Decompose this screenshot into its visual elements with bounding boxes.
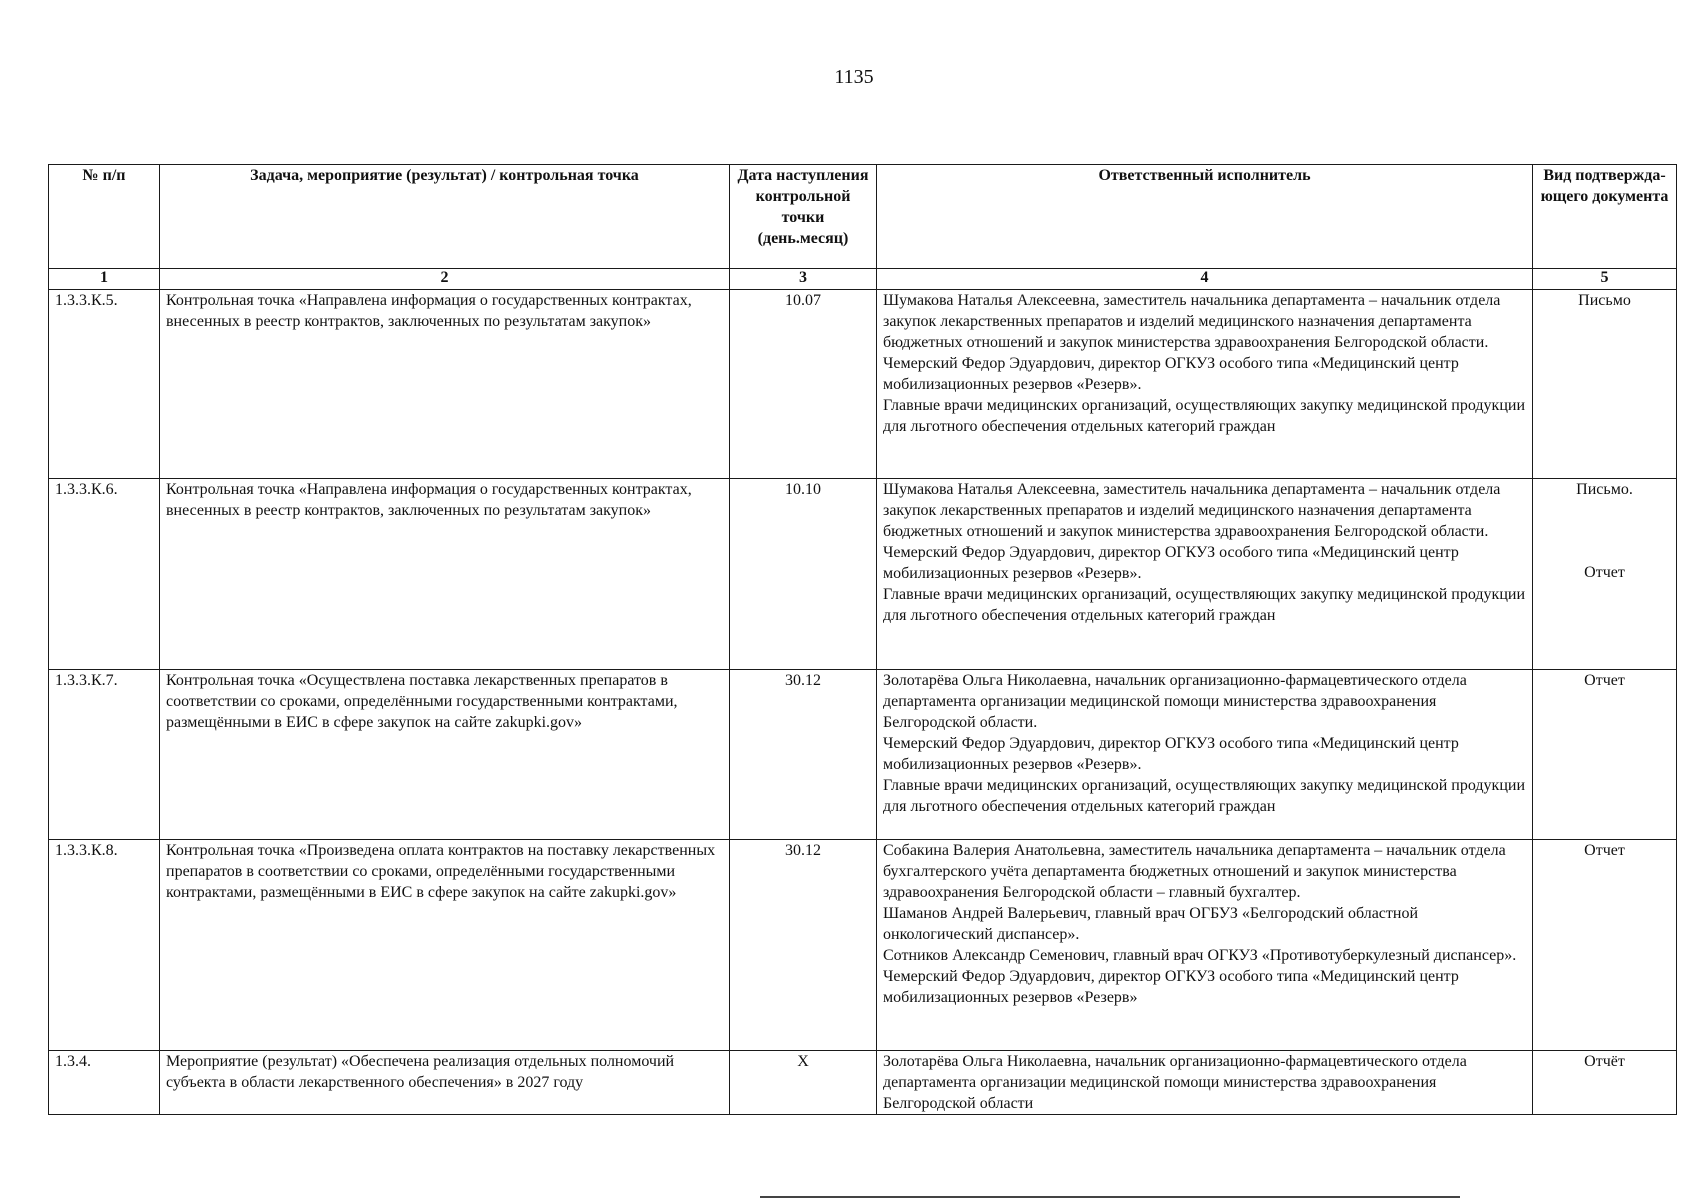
document-type: Отчет xyxy=(1584,672,1625,689)
page-number: 1135 xyxy=(834,66,874,88)
document-type: Отчёт xyxy=(1584,1053,1625,1070)
table-row xyxy=(49,670,1677,840)
row-task: Мероприятие (результат) «Обеспечена реализация отдельных полномочий субъекта в области лекарственного обеспечения» в 2027 году xyxy=(160,1051,730,1115)
table-header-row xyxy=(49,165,1677,269)
row-task: Контрольная точка «Осуществлена поставка лекарственных препаратов в соответствии со сроками, определёнными государственными контрактами, размещёнными в ЕИС в сфере закупок на сайте zakupki.gov» xyxy=(160,670,730,840)
responsible-entry: Шумакова Наталья Алексеевна, заместитель начальника департамента – начальник отдела закупок лекарственных препаратов и изделий медицинского назначения департамента бюджетных отношений и закупок министерства здравоохранения Белгородской области. xyxy=(883,292,1501,351)
header-date: Дата наступления контрольной точки (день.месяц) xyxy=(730,165,877,269)
row-document xyxy=(1533,479,1677,670)
row-task: Контрольная точка «Направлена информация о государственных контрактах, внесенных в реестр контрактов, заключенных по результатам закупок» xyxy=(160,479,730,670)
responsible-entry: Главные врачи медицинских организаций, осуществляющих закупку медицинской продукции для льготного обеспечения отдельных категорий граждан xyxy=(883,397,1526,435)
row-document xyxy=(1533,670,1677,840)
responsible-entry: Сотников Александр Семенович, главный врач ОГКУЗ «Противотуберкулезный диспансер». xyxy=(883,947,1517,964)
header-task: Задача, мероприятие (результат) / контрольная точка xyxy=(160,165,730,269)
responsible-entry: Шумакова Наталья Алексеевна, заместитель начальника департамента – начальник отдела закупок лекарственных препаратов и изделий медицинского назначения департамента бюджетных отношений и закупок министерства здравоохранения Белгородской области. xyxy=(883,481,1501,540)
row-date: 30.12 xyxy=(730,670,877,840)
row-document xyxy=(1533,1051,1677,1115)
column-number: 4 xyxy=(877,269,1533,290)
responsible-entry: Собакина Валерия Анатольевна, заместитель начальника департамента – начальник отдела бухгалтерского учёта департамента бюджетных отношений и закупок министерства здравоохранения Белгородской области – главный бухгалтер. xyxy=(883,842,1506,901)
document-type: Отчет xyxy=(1584,564,1625,581)
column-number: 1 xyxy=(49,269,160,290)
document-type: Письмо xyxy=(1578,292,1631,309)
column-number: 3 xyxy=(730,269,877,290)
header-responsible: Ответственный исполнитель xyxy=(877,165,1533,269)
row-responsible xyxy=(877,670,1533,840)
table-row xyxy=(49,840,1677,1051)
row-document xyxy=(1533,290,1677,479)
control-points-table xyxy=(48,164,1677,1115)
responsible-entry: Чемерский Федор Эдуардович, директор ОГКУЗ особого типа «Медицинский центр мобилизационных резервов «Резерв». xyxy=(883,735,1459,773)
row-responsible xyxy=(877,1051,1533,1115)
column-numbers-row xyxy=(49,269,1677,290)
row-task: Контрольная точка «Произведена оплата контрактов на поставку лекарственных препаратов в соответствии со сроками, определёнными государственными контрактами, размещёнными в ЕИС в сфере закупок на сайте zakupki.gov» xyxy=(160,840,730,1051)
table-row xyxy=(49,290,1677,479)
column-number: 5 xyxy=(1533,269,1677,290)
responsible-entry: Чемерский Федор Эдуардович, директор ОГКУЗ особого типа «Медицинский центр мобилизационных резервов «Резерв». xyxy=(883,355,1459,393)
row-number: 1.3.3.К.6. xyxy=(49,479,160,670)
table-row xyxy=(49,1051,1677,1115)
responsible-entry: Золотарёва Ольга Николаевна, начальник организационно-фармацевтического отдела департамента организации медицинской помощи министерства здравоохранения Белгородской области xyxy=(883,1053,1467,1112)
header-number: № п/п xyxy=(49,165,160,269)
responsible-entry: Главные врачи медицинских организаций, осуществляющих закупку медицинской продукции для льготного обеспечения отдельных категорий граждан xyxy=(883,586,1526,624)
responsible-entry: Главные врачи медицинских организаций, осуществляющих закупку медицинской продукции для льготного обеспечения отдельных категорий граждан xyxy=(883,777,1526,815)
row-number: 1.3.3.К.5. xyxy=(49,290,160,479)
row-number: 1.3.4. xyxy=(49,1051,160,1115)
row-date: 30.12 xyxy=(730,840,877,1051)
row-task: Контрольная точка «Направлена информация о государственных контрактах, внесенных в реестр контрактов, заключенных по результатам закупок» xyxy=(160,290,730,479)
scan-artifact-line xyxy=(760,1196,1460,1198)
header-document: Вид подтвержда-ющего документа xyxy=(1533,165,1677,269)
responsible-entry: Шаманов Андрей Валерьевич, главный врач ОГБУЗ «Белгородский областной онкологический диспансер». xyxy=(883,905,1419,943)
responsible-entry: Золотарёва Ольга Николаевна, начальник организационно-фармацевтического отдела департамента организации медицинской помощи министерства здравоохранения Белгородской области. xyxy=(883,672,1467,731)
row-document xyxy=(1533,840,1677,1051)
document-type: Письмо. xyxy=(1576,481,1633,498)
table-row xyxy=(49,479,1677,670)
row-responsible xyxy=(877,290,1533,479)
responsible-entry: Чемерский Федор Эдуардович, директор ОГКУЗ особого типа «Медицинский центр мобилизационных резервов «Резерв». xyxy=(883,544,1459,582)
column-number: 2 xyxy=(160,269,730,290)
row-responsible xyxy=(877,479,1533,670)
row-number: 1.3.3.К.7. xyxy=(49,670,160,840)
row-responsible xyxy=(877,840,1533,1051)
row-number: 1.3.3.К.8. xyxy=(49,840,160,1051)
row-date: Х xyxy=(730,1051,877,1115)
row-date: 10.07 xyxy=(730,290,877,479)
responsible-entry: Чемерский Федор Эдуардович, директор ОГКУЗ особого типа «Медицинский центр мобилизационных резервов «Резерв» xyxy=(883,968,1459,1006)
document-type: Отчет xyxy=(1584,842,1625,859)
row-date: 10.10 xyxy=(730,479,877,670)
